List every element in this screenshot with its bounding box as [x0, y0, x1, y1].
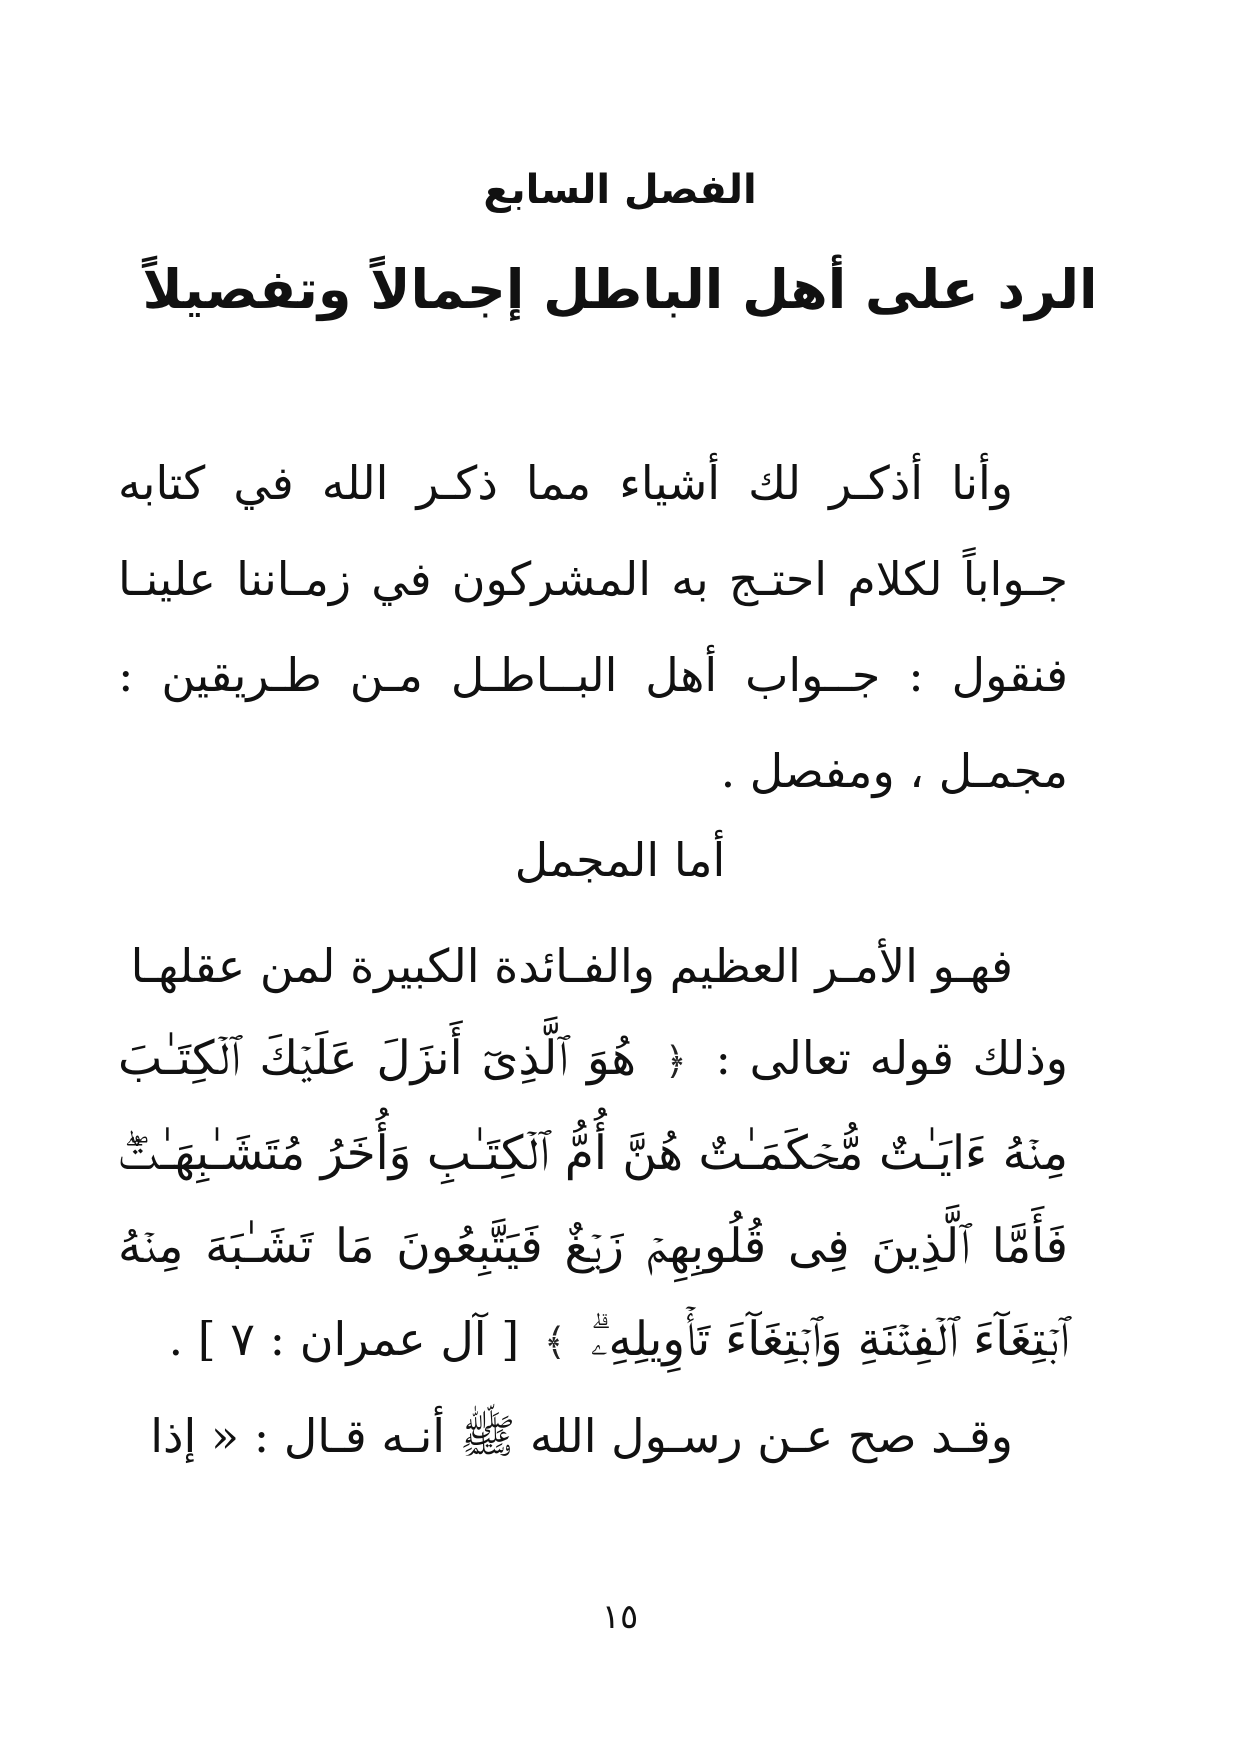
chapter-label: الفصل السابع — [483, 167, 757, 213]
paragraph-verse — [118, 920, 1068, 1388]
verse-open-ornament-icon: ﴿ — [664, 1039, 687, 1083]
verse-close-ornament-icon: ﴾ — [543, 1320, 567, 1364]
chapter-title: الرد على أهل الباطل إجمالاً وتفصيلاً — [142, 258, 1098, 321]
verse-citation: [ آل عمران : ٧ ] . — [168, 1312, 520, 1366]
verse-lead-in: وذلك قوله تعالى : — [715, 1031, 1068, 1085]
page-number: ١٥ — [601, 1597, 639, 1637]
paragraph-hadith: وقـد صح عـن رسـول الله ﷺ أنـه قـال : « إذا — [150, 1409, 1013, 1463]
paragraph-verse-intro: فهـو الأمـر العظيم والفـائدة الكبيرة لمن عقلهـا — [130, 939, 1013, 993]
section-subheading: أما المجمل — [514, 833, 726, 887]
paragraph-intro: وأنا أذكـر لك أشياء مما ذكـر الله في كتابه جـواباً لكلام احتـج به المشركون في زمـاننا علينـا فنقول : جــواب أهل البــاطـل مـن طـريقين : مجمـل ، ومفصل . — [118, 456, 1068, 798]
quran-verse: هُوَ ٱلَّذِىٓ أَنزَلَ عَلَيۡكَ ٱلۡكِتَـٰبَ مِنۡهُ ءَايَـٰتٌ مُّحۡكَمَـٰتٌ هُنَّ أُمُّ ٱلۡكِتَـٰبِ وَأُخَرُ مُتَشَـٰبِهَـٰتٌۖ فَأَمَّا ٱلَّذِينَ فِى قُلُوبِهِمۡ زَيۡغٌ فَيَتَّبِعُونَ مَا تَشَـٰبَهَ مِنۡهُ ٱبۡتِغَآءَ ٱلۡفِتۡنَةِ وَٱبۡتِغَآءَ تَأۡوِيلِهِۦۗ — [118, 1031, 1068, 1367]
